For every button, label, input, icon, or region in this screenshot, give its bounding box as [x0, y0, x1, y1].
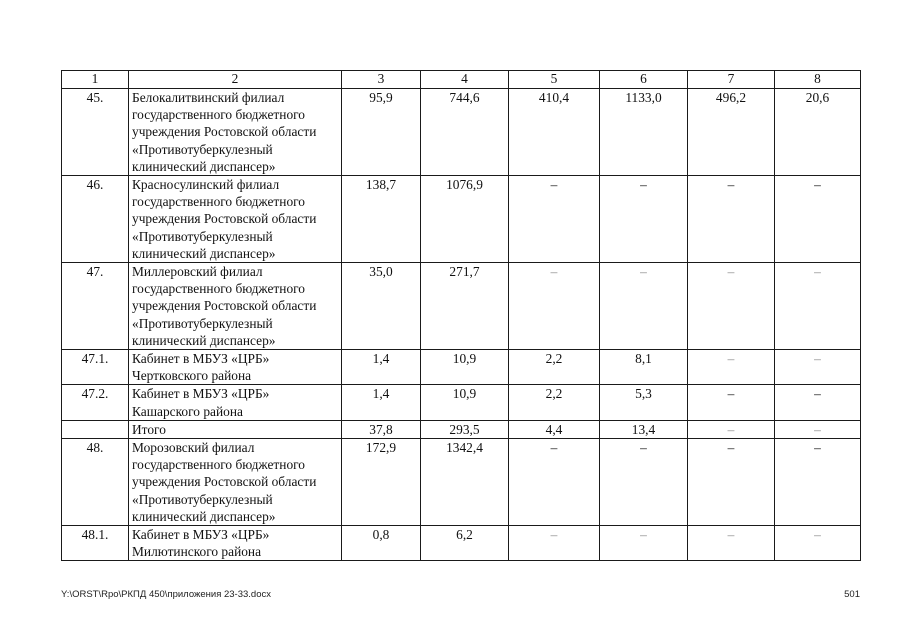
value-cell-col-5: 2,2 — [509, 350, 600, 385]
institution-name-line: клинический диспансер» — [132, 245, 276, 261]
value-cell-col-7: 496,2 — [688, 89, 775, 176]
institution-name-line: «Противотуберкулезный — [132, 141, 273, 157]
column-header-4: 4 — [421, 71, 509, 89]
value-cell-col-8: – — [775, 350, 861, 385]
institution-name — [129, 385, 342, 420]
value-cell-col-6: – — [600, 176, 688, 263]
page-number: 501 — [844, 589, 860, 600]
value-cell-col-6: 5,3 — [600, 385, 688, 420]
table-row — [62, 439, 861, 526]
value-cell-col-4: 6,2 — [421, 526, 509, 561]
institution-name-line: государственного бюджетного — [132, 107, 306, 123]
institution-name-line: Белокалитвинский филиал — [132, 90, 285, 105]
row-number: 45. — [62, 89, 129, 176]
value-cell-col-4: 744,6 — [421, 89, 509, 176]
value-cell-col-4: 10,9 — [421, 385, 509, 420]
table-row — [62, 385, 861, 420]
institution-name-line: клинический диспансер» — [132, 158, 276, 174]
value-cell-col-8: – — [775, 176, 861, 263]
institution-name — [129, 439, 342, 526]
row-number: 48.1. — [62, 526, 129, 561]
footer-file-path: Y:\ORST\Rpo\РКПД 450\приложения 23-33.docx — [61, 589, 271, 600]
value-cell-col-8: – — [775, 439, 861, 526]
value-cell-col-5: – — [509, 263, 600, 350]
institution-name-line: Кабинет в МБУЗ «ЦРБ» — [132, 386, 270, 402]
value-cell-col-4: 293,5 — [421, 420, 509, 438]
value-cell-col-3: 1,4 — [342, 350, 421, 385]
value-cell-col-8: – — [775, 420, 861, 438]
institution-name — [129, 350, 342, 385]
table-row — [62, 263, 861, 350]
value-cell-col-3: 37,8 — [342, 420, 421, 438]
table-row — [62, 89, 861, 176]
value-cell-col-7: – — [688, 420, 775, 438]
value-cell-col-8: – — [775, 385, 861, 420]
row-number: 47.2. — [62, 385, 129, 420]
institution-name-line: Чертковского района — [132, 368, 252, 384]
data-table — [61, 70, 861, 561]
column-header-2: 2 — [129, 71, 342, 89]
column-header-5: 5 — [509, 71, 600, 89]
value-cell-col-8: – — [775, 526, 861, 561]
column-header-7: 7 — [688, 71, 775, 89]
table-row — [62, 176, 861, 263]
institution-name-line: государственного бюджетного — [132, 194, 306, 210]
institution-name-line: учреждения Ростовской области — [132, 298, 317, 314]
institution-name-line: клинический диспансер» — [132, 508, 276, 524]
table-row — [62, 526, 861, 561]
institution-name — [129, 89, 342, 176]
value-cell-col-5: 2,2 — [509, 385, 600, 420]
institution-name — [129, 526, 342, 561]
table-row — [62, 420, 861, 438]
institution-name-line: учреждения Ростовской области — [132, 211, 317, 227]
table-header — [62, 71, 861, 89]
institution-name-line: государственного бюджетного — [132, 457, 306, 473]
value-cell-col-6: – — [600, 263, 688, 350]
row-number: 47.1. — [62, 350, 129, 385]
institution-name-line: учреждения Ростовской области — [132, 124, 317, 140]
value-cell-col-5: 4,4 — [509, 420, 600, 438]
institution-name-line: Миллеровский филиал — [132, 264, 263, 280]
institution-name-line: Милютинского района — [132, 544, 262, 560]
column-header-1: 1 — [62, 71, 129, 89]
value-cell-col-3: 35,0 — [342, 263, 421, 350]
value-cell-col-8: 20,6 — [775, 89, 861, 176]
row-number: 48. — [62, 439, 129, 526]
value-cell-col-7: – — [688, 350, 775, 385]
table-row — [62, 350, 861, 385]
value-cell-col-3: 172,9 — [342, 439, 421, 526]
value-cell-col-6: – — [600, 439, 688, 526]
value-cell-col-4: 271,7 — [421, 263, 509, 350]
institution-name — [129, 420, 342, 438]
value-cell-col-5: 410,4 — [509, 89, 600, 176]
institution-name-line: государственного бюджетного — [132, 281, 306, 297]
value-cell-col-4: 1076,9 — [421, 176, 509, 263]
value-cell-col-4: 10,9 — [421, 350, 509, 385]
column-header-3: 3 — [342, 71, 421, 89]
row-number: 46. — [62, 176, 129, 263]
table-body — [62, 89, 861, 561]
value-cell-col-7: – — [688, 385, 775, 420]
value-cell-col-3: 95,9 — [342, 89, 421, 176]
value-cell-col-7: – — [688, 439, 775, 526]
value-cell-col-5: – — [509, 176, 600, 263]
value-cell-col-5: – — [509, 526, 600, 561]
value-cell-col-6: 8,1 — [600, 350, 688, 385]
institution-name-line: Кабинет в МБУЗ «ЦРБ» — [132, 351, 270, 367]
value-cell-col-3: 0,8 — [342, 526, 421, 561]
value-cell-col-7: – — [688, 176, 775, 263]
institution-name-line: Морозовский филиал — [132, 440, 255, 456]
value-cell-col-4: 1342,4 — [421, 439, 509, 526]
column-header-8: 8 — [775, 71, 861, 89]
institution-name-line: Итого — [132, 421, 166, 437]
value-cell-col-6: 1133,0 — [600, 89, 688, 176]
value-cell-col-7: – — [688, 526, 775, 561]
institution-name-line: Красносулинский филиал — [132, 177, 280, 193]
institution-name-line: «Противотуберкулезный — [132, 315, 273, 331]
value-cell-col-3: 1,4 — [342, 385, 421, 420]
institution-name-line: Кабинет в МБУЗ «ЦРБ» — [132, 527, 270, 543]
value-cell-col-5: – — [509, 439, 600, 526]
value-cell-col-6: – — [600, 526, 688, 561]
institution-name — [129, 176, 342, 263]
institution-name-line: клинический диспансер» — [132, 332, 276, 348]
value-cell-col-7: – — [688, 263, 775, 350]
header-row — [62, 71, 861, 89]
value-cell-col-8: – — [775, 263, 861, 350]
row-number — [62, 420, 129, 438]
value-cell-col-6: 13,4 — [600, 420, 688, 438]
column-header-6: 6 — [600, 71, 688, 89]
institution-name-line: «Противотуберкулезный — [132, 228, 273, 244]
row-number: 47. — [62, 263, 129, 350]
value-cell-col-3: 138,7 — [342, 176, 421, 263]
institution-name-line: Кашарского района — [132, 403, 243, 419]
institution-name — [129, 263, 342, 350]
institution-name-line: учреждения Ростовской области — [132, 474, 317, 490]
institution-name-line: «Противотуберкулезный — [132, 491, 273, 507]
